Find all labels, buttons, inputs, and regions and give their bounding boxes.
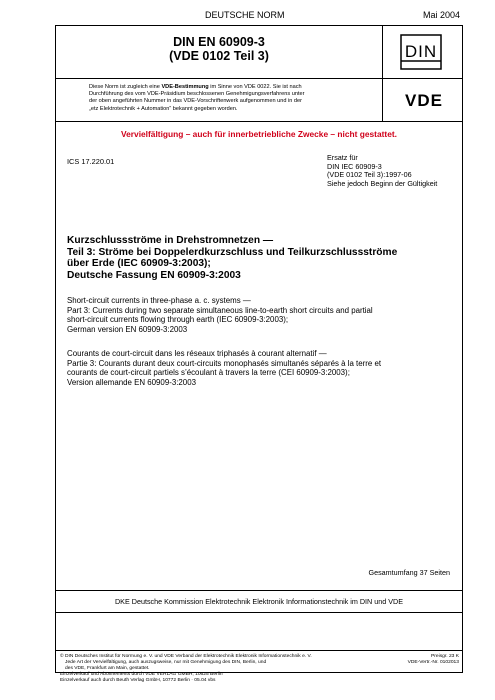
divider-logo-split bbox=[382, 78, 463, 79]
title-german-line: Kurzschlussströme in Drehstromnetzen — bbox=[67, 235, 274, 246]
document-title bbox=[56, 26, 382, 78]
header-date: Mai 2004 bbox=[423, 10, 461, 20]
replaces-block bbox=[327, 154, 437, 188]
dke-line: DKE Deutsche Kommission Elektrotechnik Elektronik Informationstechnik im DIN und VDE bbox=[114, 597, 403, 606]
din-logo-text: DIN bbox=[404, 42, 438, 61]
replaces-line: Ersatz für bbox=[327, 153, 358, 162]
total-pages: Gesamtumfang 37 Seiten bbox=[368, 568, 450, 577]
footer-line: Jede Art der Vervielfältigung, auch auszugsweise, nur mit Genehmigung des DIN, Berlin, und bbox=[65, 660, 267, 665]
title-german bbox=[67, 235, 447, 281]
title-german-line: Deutsche Fassung EN 60909-3:2003 bbox=[67, 269, 241, 281]
vde-notice bbox=[89, 84, 377, 113]
footer-line: Einzelverkauf und Abonnements durch VDE VERLAG GMBH, 10625 Berlin bbox=[60, 672, 223, 677]
title-english bbox=[67, 296, 447, 334]
title-english-line: German version EN 60909-3:2003 bbox=[67, 324, 188, 334]
footer-line: © DIN Deutsches Institut für Normung e. V. und VDE Verband der Elektrotechnik Elektronik Informationstechnik e. V. bbox=[60, 654, 312, 659]
vde-logo: VDE bbox=[405, 91, 443, 110]
divider-logos bbox=[382, 25, 383, 121]
notice-line: „etz Elektrotechnik + Automation“ bekannt gegeben worden. bbox=[89, 105, 238, 112]
title-english-line: short-circuit currents flowing through earth (IEC 60909-3:2003); bbox=[67, 315, 289, 324]
price-group: Preisgr. 23 K bbox=[431, 654, 459, 659]
title-french bbox=[67, 349, 447, 387]
divider-title-inner bbox=[56, 78, 382, 79]
divider-notice bbox=[55, 121, 463, 122]
price-info bbox=[395, 654, 459, 666]
divider-footer bbox=[55, 650, 463, 651]
footer-line: des VDE, Frankfurt am Main, gestattet. bbox=[65, 666, 150, 671]
din-logo bbox=[400, 34, 442, 70]
title-german-line: über Erde (IEC 60909-3:2003); bbox=[67, 258, 211, 270]
header-standard-type: DEUTSCHE NORM bbox=[205, 10, 285, 20]
title-english-line: Short-circuit currents in three-phase a. c. systems — bbox=[67, 296, 251, 305]
divider-dke-top bbox=[55, 590, 463, 591]
footer-line: Einzelverkauf auch durch Beuth Verlag GmbH, 10772 Berlin · 05.04 vbs bbox=[60, 678, 216, 683]
title-french-line: Courants de court-circuit dans les réseaux triphasés à courant alternatif — bbox=[67, 349, 327, 358]
replaces-line: Siehe jedoch Beginn der Gültigkeit bbox=[327, 178, 438, 188]
replaces-line: DIN IEC 60909-3 bbox=[327, 161, 382, 171]
vde-classification: (VDE 0102 Teil 3) bbox=[169, 49, 269, 63]
title-german-line: Teil 3: Ströme bei Doppelerdkurzschluss und Teilkurzschlussströme bbox=[67, 246, 398, 258]
notice-line: Diese Norm ist zugleich eine VDE-Bestimmung im Sinne von VDE 0022. Sie ist nach bbox=[89, 84, 302, 90]
title-english-line: Part 3: Currents during two separate simultaneous line-to-earth short circuits and partial bbox=[67, 305, 373, 315]
notice-line: der oben angeführten Nummer in das VDE-Vorschriftenwerk aufgenommen und in der bbox=[89, 98, 302, 105]
reproduction-warning: Vervielfältigung – auch für innerbetriebliche Zwecke – nicht gestattet. bbox=[121, 129, 397, 139]
ics-code: ICS 17.220.01 bbox=[67, 157, 115, 166]
copyright-footer bbox=[60, 654, 360, 684]
replaces-line: (VDE 0102 Teil 3):1997-06 bbox=[327, 170, 412, 180]
title-french-line: Partie 3: Courants durant deux court-circuits monophasés simultanés séparés à la terre et bbox=[67, 358, 382, 368]
vde-contract-number: VDE-Vertr.-Nr. 0102013 bbox=[407, 660, 459, 665]
notice-line: Durchführung des vom VDE-Präsidium beschlossenen Genehmigungsverfahrens unter bbox=[89, 91, 305, 98]
divider-dke-bottom bbox=[55, 612, 463, 613]
standard-number: DIN EN 60909-3 bbox=[173, 35, 265, 49]
title-french-line: Version allemande EN 60909-3:2003 bbox=[67, 377, 196, 387]
title-french-line: courants de court-circuit partiels s’écoulant à travers la terre (CEI 60909-3:2003); bbox=[67, 368, 350, 377]
